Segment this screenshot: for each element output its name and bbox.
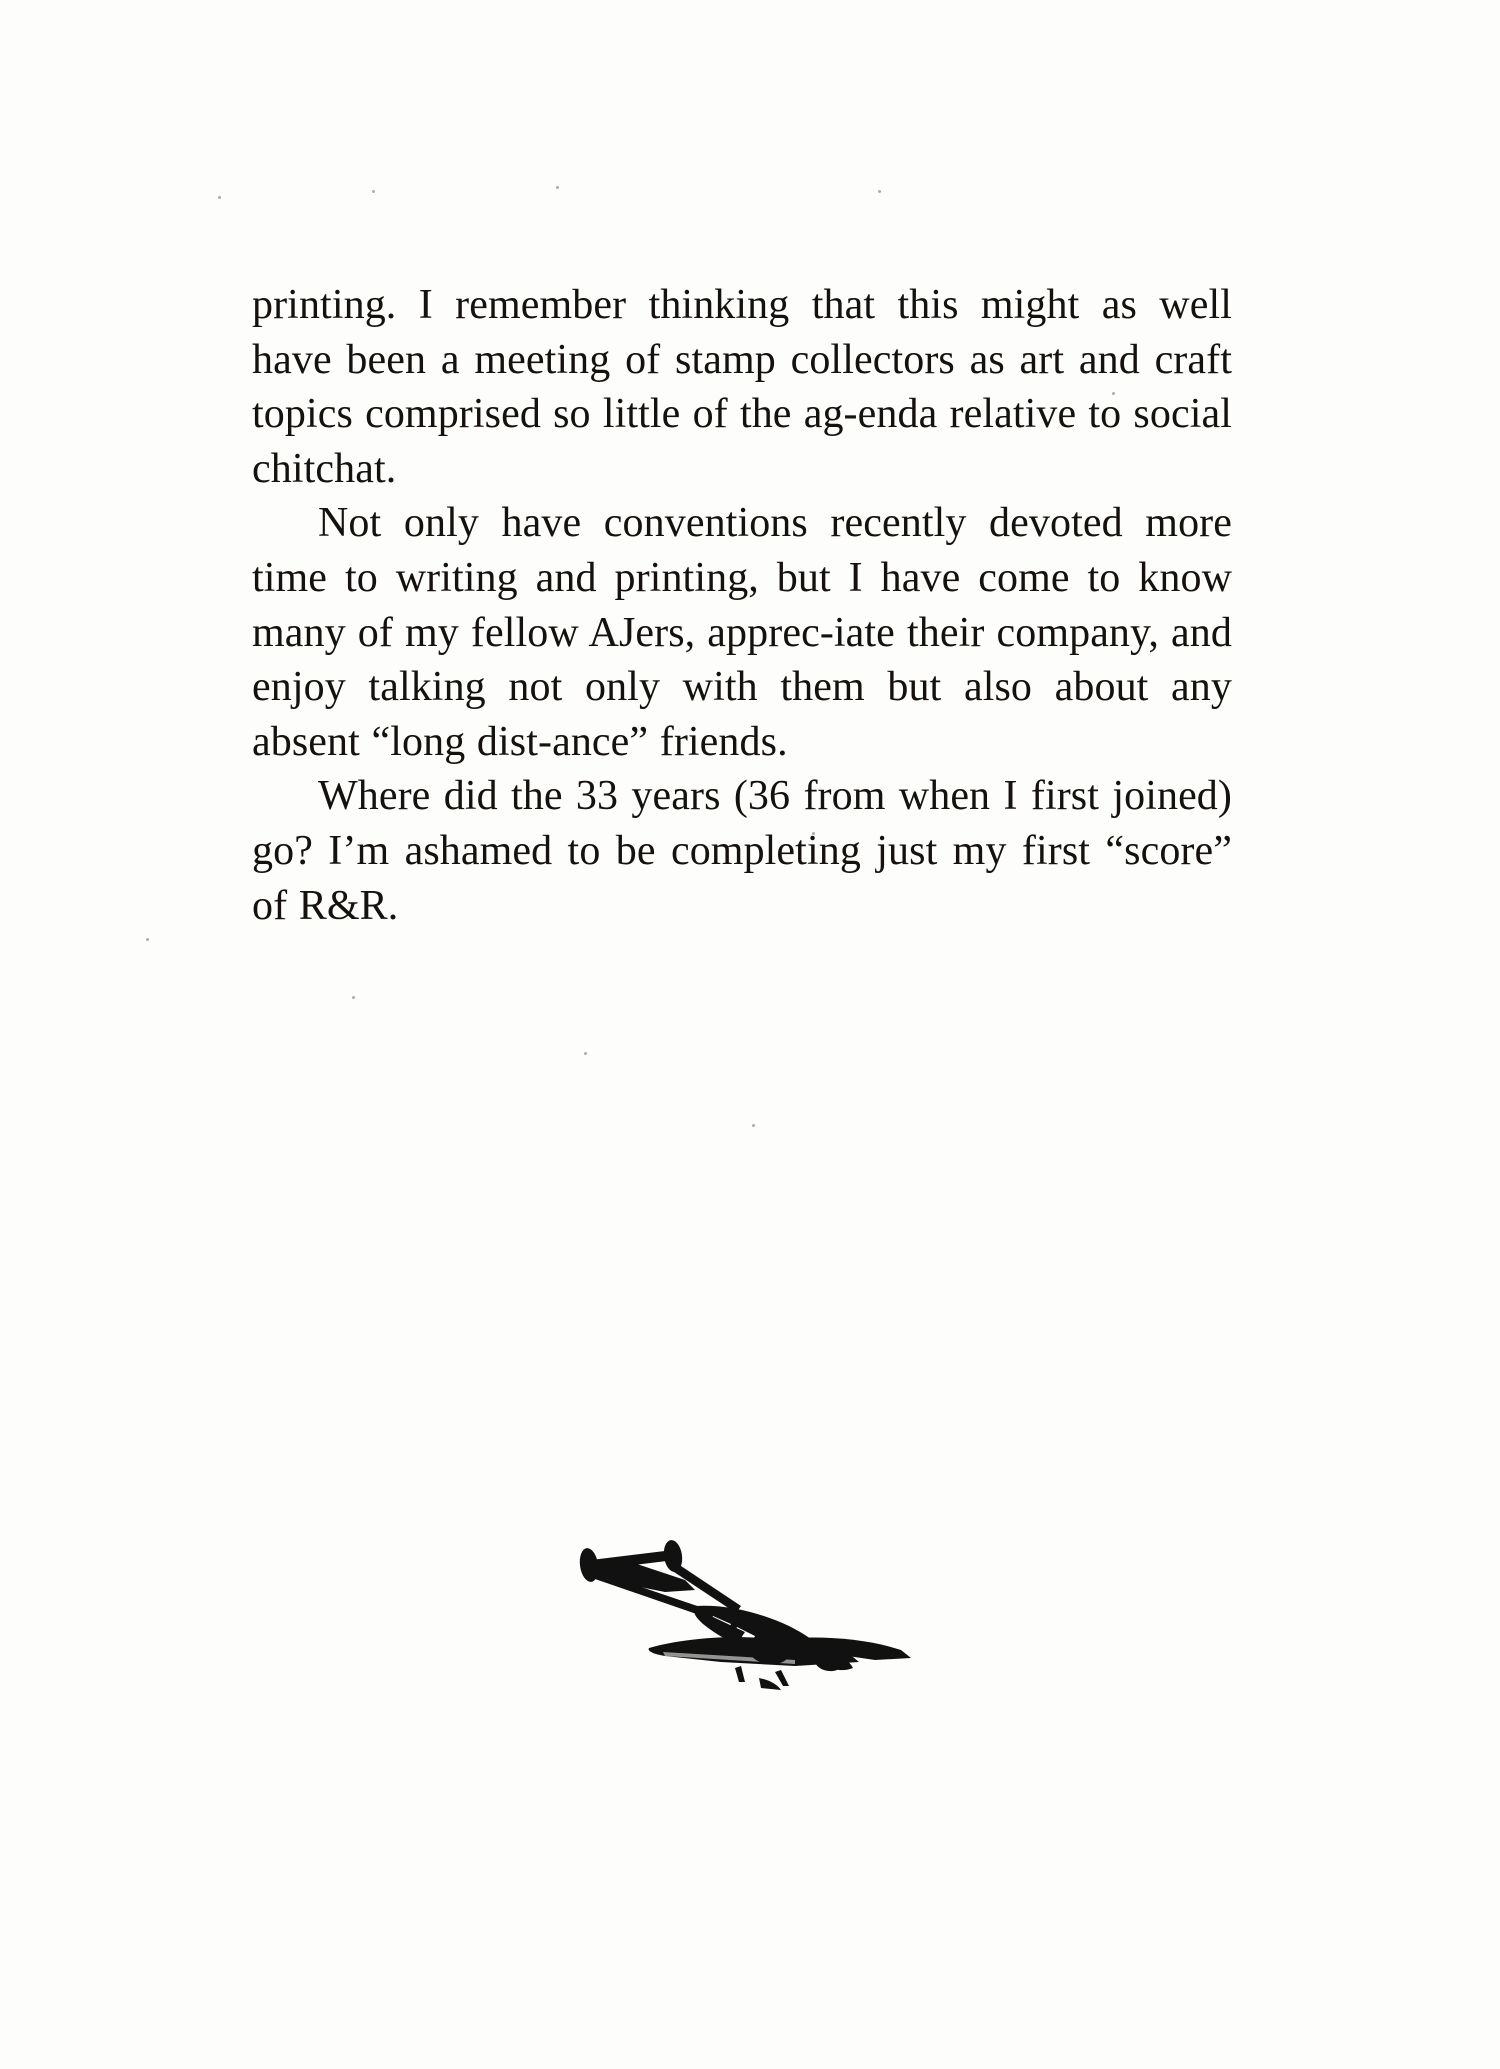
paper-speck (584, 1052, 587, 1055)
paper-speck (878, 190, 881, 193)
paper-speck (146, 938, 149, 941)
paragraph-1: printing. I remember thinking that this might as well have been a meeting of stamp collectors as art and craft topics comprised so little of the ag-enda relative to social chitchat. (252, 282, 1232, 492)
paper-speck (372, 190, 375, 193)
paper-speck (218, 196, 221, 199)
paragraph-2: Not only have conventions recently devoted more time to writing and printing, but I have come to know many of my fellow AJers, apprec-iate their company, and enjoy talking not only with them but also about any absent “long dist-ance” friends. (252, 500, 1232, 765)
paper-speck (556, 186, 559, 189)
paragraph-3: Where did the 33 years (36 from when I first joined) go? I’m ashamed to be completing just my first “score” of R&R. (252, 773, 1232, 929)
paper-speck (752, 1124, 755, 1127)
airplane-illustration (545, 1520, 925, 1730)
body-text (252, 278, 1232, 933)
paper-speck (352, 996, 355, 999)
